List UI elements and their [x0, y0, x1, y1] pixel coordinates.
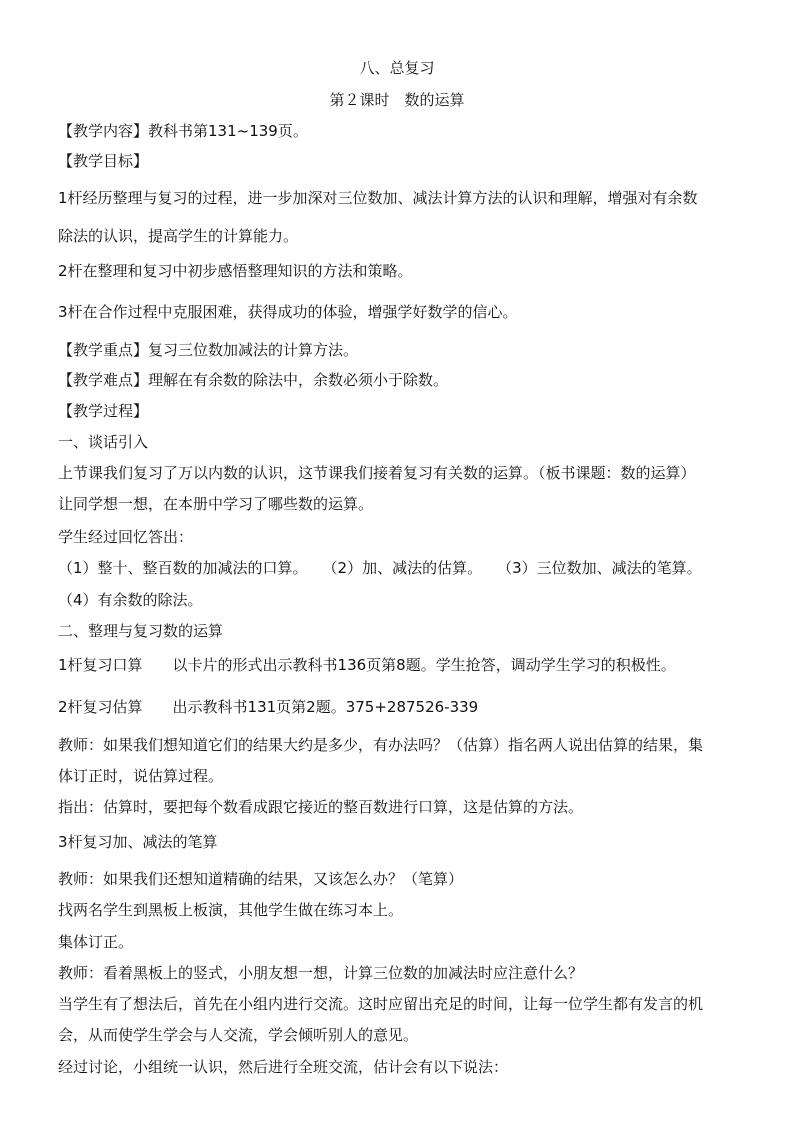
teacher-question-1-line-2: 体订正时，说估算过程。: [58, 767, 224, 785]
paragraph-intro: 上节课我们复习了万以内数的认识，这节课我们接着复习有关数的运算。（板书课题：数的运算）: [58, 464, 696, 482]
paragraph-class-exchange: 经过讨论，小组统一认识，然后进行全班交流，估计会有以下说法：: [58, 1058, 509, 1076]
review-written-calc: 3杆复习加、减法的笔算: [58, 833, 218, 851]
answer-list-line-1: （1）整十、整百数的加减法的口算。 （2）加、减法的估算。 （3）三位数加、减法的笔算。: [58, 559, 702, 577]
review-oral-calc: 1杆复习口算 以卡片的形式出示教科书136页第8题。学生抢答，调动学生学习的积极性。: [58, 656, 676, 674]
teaching-content: 【教学内容】教科书第131~139页。: [58, 122, 308, 140]
goal-1-line-1: 1杆经历整理与复习的过程，进一步加深对三位数加、减法计算方法的认识和理解，增强对有余数: [58, 189, 698, 207]
paragraph-board-work: 找两名学生到黑板上板演，其他学生做在练习本上。: [58, 901, 404, 919]
doc-subtitle: 第２课时 数的运算: [329, 91, 465, 109]
paragraph-think: 让同学想一想，在本册中学习了哪些数的运算。: [58, 495, 374, 513]
paragraph-group-discussion-line-2: 会，从而使学生学会与人交流，学会倾听别人的意见。: [58, 1026, 419, 1044]
goals-heading: 【教学目标】: [58, 152, 149, 170]
goal-2: 2杆在整理和复习中初步感悟整理知识的方法和策略。: [58, 262, 413, 280]
key-point: 【教学重点】复习三位数加减法的计算方法。: [58, 341, 359, 359]
paragraph-collective-check: 集体订正。: [58, 933, 134, 951]
paragraph-answer-intro: 学生经过回忆答出：: [58, 528, 194, 546]
answer-list-line-2: （4）有余数的除法。: [58, 591, 203, 609]
process-heading: 【教学过程】: [58, 402, 149, 420]
point-out: 指出：估算时，要把每个数看成跟它接近的整百数进行口算，这是估算的方法。: [58, 798, 584, 816]
doc-title: 八、总复习: [359, 59, 435, 77]
section-1-heading: 一、谈话引入: [58, 433, 149, 451]
teacher-question-1-line-1: 教师：如果我们想知道它们的结果大约是多少，有办法吗？（估算）指名两人说出估算的结果，集: [58, 736, 704, 754]
difficult-point: 【教学难点】理解在有余数的除法中，余数必须小于除数。: [58, 371, 449, 389]
goal-3: 3杆在合作过程中克服困难，获得成功的体验，增强学好数学的信心。: [58, 303, 518, 321]
teacher-question-2: 教师：如果我们还想知道精确的结果，又该怎么办？（笔算）: [58, 870, 464, 888]
paragraph-group-discussion-line-1: 当学生有了想法后，首先在小组内进行交流。这时应留出充足的时间，让每一位学生都有发言的机: [58, 995, 704, 1013]
review-estimation: 2杆复习估算 出示教科书131页第2题。375+287526-339: [58, 698, 479, 716]
teacher-question-3: 教师：看着黑板上的竖式，小朋友想一想，计算三位数的加减法时应注意什么？: [58, 964, 584, 982]
section-2-heading: 二、整理与复习数的运算: [58, 622, 224, 640]
goal-1-line-2: 除法的认识，提高学生的计算能力。: [58, 227, 299, 245]
